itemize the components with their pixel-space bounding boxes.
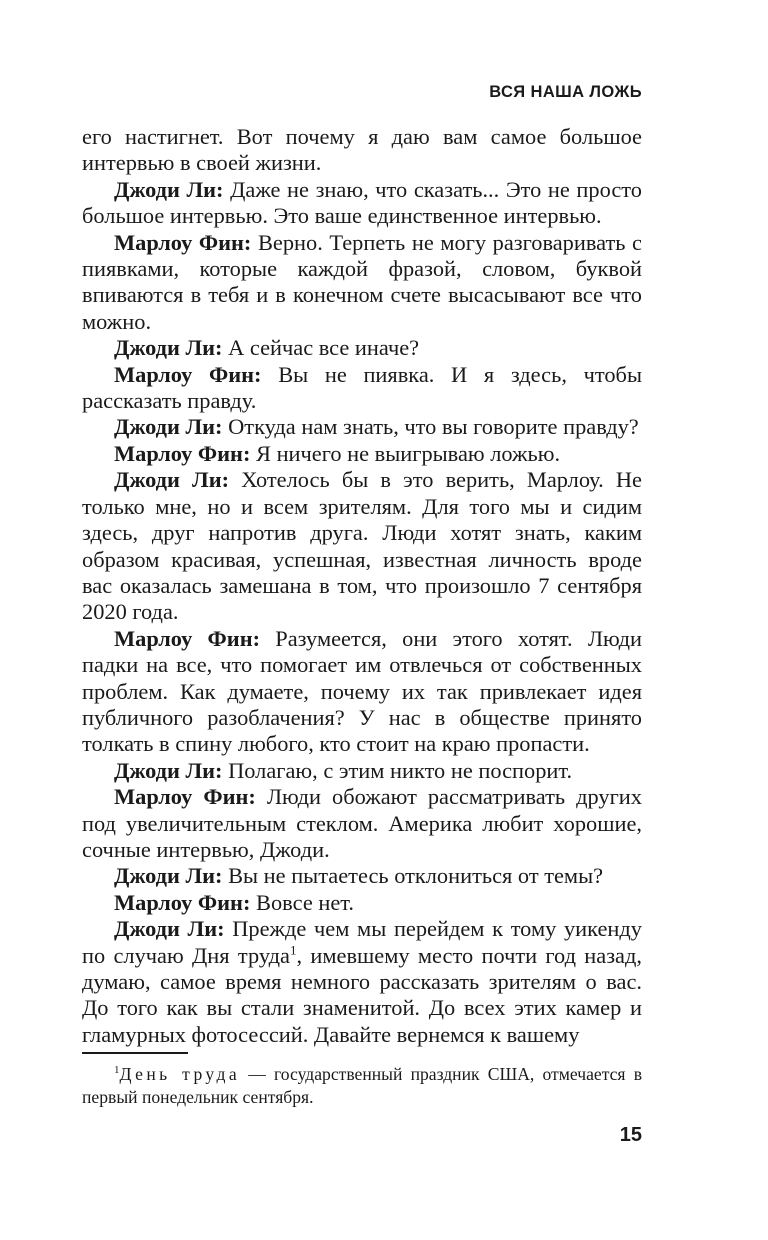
- paragraph-text: Полагаю, с этим никто не поспорит.: [228, 757, 573, 783]
- paragraph: [82, 414, 642, 440]
- paragraph-text: Хотелось бы в это верить, Марлоу. Не только мне, но и всем зрителям. Для того мы и сидим здесь, друг напротив друга. Люди хотят знать, каким образом красивая, успешная, известная личность вроде вас оказалась замешана в том, что произошло 7 сентября 2020 года.: [82, 467, 642, 625]
- paragraph-text: Откуда нам знать, что вы говорите правду?: [228, 414, 639, 440]
- speaker-name: Джоди Ли:: [114, 467, 230, 493]
- paragraph-text: Прежде чем мы перейдем к тому уикенду по случаю Дня труда: [82, 916, 642, 968]
- paragraph: [82, 230, 642, 336]
- paragraph: [82, 362, 642, 415]
- footnote-reference[interactable]: 1: [289, 942, 297, 958]
- paragraph: [82, 124, 642, 177]
- speaker-name: Марлоу Фин:: [114, 229, 252, 255]
- paragraph: [82, 784, 642, 863]
- paragraph-text: А сейчас все иначе?: [228, 335, 420, 361]
- paragraph-text: Люди обожают рассматривать других под увеличительным стеклом. Америка любит хорошие, сочные интервью, Джоди.: [82, 784, 642, 862]
- paragraph: [82, 626, 642, 758]
- running-head: ВСЯ НАША ЛОЖЬ: [489, 83, 642, 101]
- speaker-name: Марлоу Фин:: [114, 889, 251, 915]
- speaker-name: Марлоу Фин:: [114, 625, 261, 651]
- paragraph-text: Вы не пытаетесь отклониться от темы?: [228, 863, 604, 889]
- paragraph: [82, 890, 642, 916]
- paragraph: [82, 441, 642, 467]
- paragraph-text: его настигнет. Вот почему я даю вам самое большое интервью в своей жизни.: [82, 124, 642, 176]
- paragraph: [82, 467, 642, 625]
- speaker-name: Джоди Ли:: [114, 863, 223, 889]
- paragraph-text: Вы не пиявка. И я здесь, чтобы рассказать правду.: [82, 361, 642, 414]
- footnote-term: День труда: [119, 1064, 241, 1084]
- speaker-name: Марлоу Фин:: [114, 784, 256, 810]
- paragraph: [82, 863, 642, 889]
- footnote-number: 1: [114, 1064, 120, 1077]
- paragraph-text: Я ничего не выигрываю ложью.: [256, 440, 561, 466]
- paragraph-text: Верно. Терпеть не могу разговаривать с пиявками, которые каждой фразой, словом, буквой впиваются в тебя и в конечном счете высасывают все что можно.: [82, 229, 642, 334]
- speaker-name: Джоди Ли:: [114, 176, 224, 202]
- footnote-text: — государственный праздник США, отмечается в первый понедельник сентября.: [82, 1064, 643, 1107]
- footnote-divider: [82, 1052, 188, 1054]
- speaker-name: Марлоу Фин:: [114, 440, 251, 466]
- footnote-paragraph: [82, 1063, 642, 1109]
- body-text: [82, 124, 642, 1048]
- paragraph: [82, 335, 642, 361]
- paragraph-text: Вовсе нет.: [256, 889, 354, 915]
- paragraph: [82, 916, 642, 1048]
- speaker-name: Джоди Ли:: [114, 916, 225, 942]
- speaker-name: Джоди Ли:: [114, 335, 223, 361]
- speaker-name: Джоди Ли:: [114, 757, 223, 783]
- paragraph-text: , имевшему место почти год назад, думаю, самое время немного рассказать зрителям о вас. До того как вы стали знаменитой. До всех этих камер и гламурных фотосессий. Давайте вернемся к вашему: [82, 942, 642, 1047]
- speaker-name: Марлоу Фин:: [114, 361, 262, 387]
- paragraph: [82, 758, 642, 784]
- page-number: 15: [619, 1124, 642, 1146]
- paragraph-text: Даже не знаю, что сказать... Это не просто большое интервью. Это ваше единственное интервью.: [82, 176, 642, 229]
- paragraph-text: Разумеется, они этого хотят. Люди падки на все, что помогает им отвлечься от собственных проблем. Как думаете, почему их так привлекает идея публичного разоблачения? У нас в обществе принято толкать в спину любого, кто стоит на краю пропасти.: [82, 625, 642, 757]
- paragraph: [82, 177, 642, 230]
- footnote: [82, 1063, 642, 1109]
- speaker-name: Джоди Ли:: [114, 414, 223, 440]
